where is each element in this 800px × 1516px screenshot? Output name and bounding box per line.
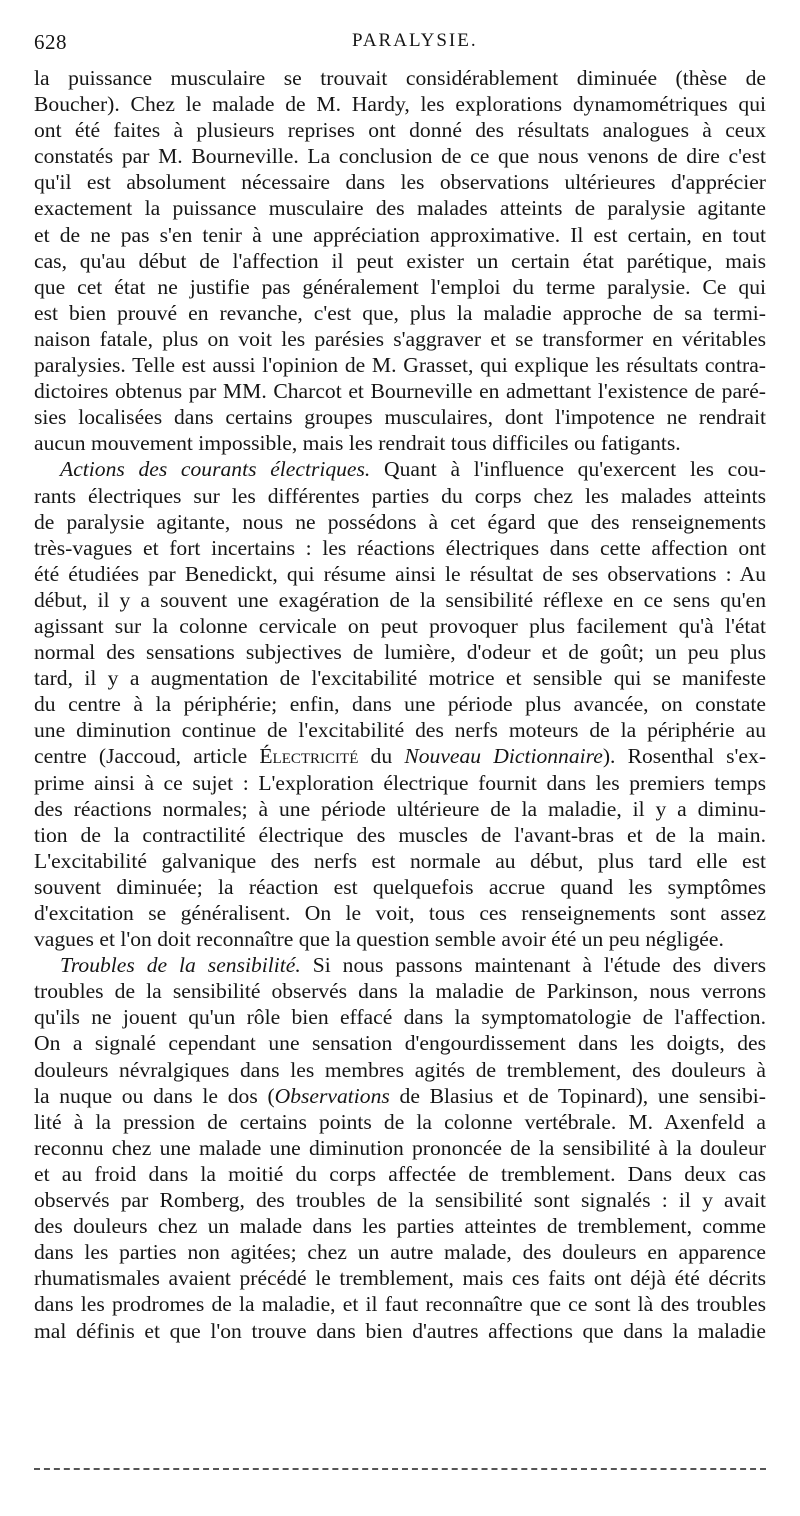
text-line: des douleurs chez un malade dans les parties atteintes de tremblement, comme [34, 1214, 766, 1239]
text-line: L'excitabilité galvanique des nerfs est normale au début, plus tard elle est [34, 848, 766, 873]
text-run: centre (Jaccoud, article [34, 744, 260, 769]
text-line [34, 743, 766, 769]
text-run: Quant à l'influence qu'exercent les cou- [384, 457, 766, 482]
text-line: rants électriques sur les différentes parties du corps chez les malades atteints [34, 483, 766, 508]
text-run: de Blasius et de Topinard), une sensibi- [389, 1083, 766, 1108]
text-line: prime ainsi à ce sujet : L'exploration électrique fournit dans les premiers temps [34, 770, 766, 795]
text-line: tard, il y a augmentation de l'excitabilité motrice et sensible qui se manifeste [34, 666, 766, 691]
text-line [34, 952, 766, 978]
text-line: que cet état ne justifie pas généralement l'emploi du terme paralysie. Ce qui [34, 274, 766, 299]
text-run: du [358, 744, 405, 769]
text-line: qu'il est absolument nécessaire dans les observations ultérieures d'apprécier [34, 170, 766, 195]
text-run: ). Rosenthal s'ex- [602, 744, 766, 769]
text-line: dans les parties non agitées; chez un autre malade, des douleurs en apparence [34, 1240, 766, 1265]
text-line: des réactions normales; à une période ultérieure de la maladie, il y a diminu- [34, 796, 766, 821]
paragraph-electric-currents [34, 456, 766, 952]
text-line [34, 1083, 766, 1109]
text-line: reconnu chez une malade une diminution prononcée de la sensibilité à la douleur [34, 1135, 766, 1160]
text-line: été étudiées par Benedickt, qui résume ainsi le résultat de ses observations : Au [34, 561, 766, 586]
text-line: qu'ils ne jouent qu'un rôle bien effacé dans la symptomatologie de l'affection. [34, 1005, 766, 1030]
text-line: est bien prouvé en revanche, c'est que, plus la maladie approche de sa termi- [34, 300, 766, 325]
text-line: vagues et l'on doit reconnaître que la question semble avoir été un peu négligée. [34, 927, 724, 952]
text-line: du centre à la périphérie; enfin, dans une période plus avancée, on constate [34, 692, 766, 717]
text-line: On a signalé cependant une sensation d'engourdissement dans les doigts, des [34, 1031, 766, 1056]
text-line: aucun mouvement impossible, mais les rendrait tous difficiles ou fatigants. [34, 431, 681, 456]
text-line: agissant sur la colonne cervicale on peut provoquer plus facilement qu'à l'état [34, 613, 766, 638]
text-run: la nuque ou dans le dos ( [34, 1083, 275, 1108]
text-line: début, il y a souvent une exagération de la sensibilité réflexe en ce sens qu'en [34, 587, 766, 612]
section-heading-electric-currents: Actions des courants électriques. [60, 457, 371, 482]
text-line: douleurs névralgiques dans les membres agités de tremblement, des douleurs à [34, 1057, 766, 1082]
text-line: mal définis et que l'on trouve dans bien d'autres affections que dans la maladie [34, 1318, 766, 1343]
footer-divider [34, 1468, 766, 1470]
article-reference: Électricité [259, 744, 359, 769]
running-title: PARALYSIE. [352, 30, 478, 51]
page-header [34, 30, 764, 60]
section-heading-sensibility: Troubles de la sensibilité. [60, 953, 301, 978]
text-line: naison fatale, plus on voit les parésies s'aggraver et se transformer en véritables [34, 326, 766, 351]
text-line: cas, qu'au début de l'affection il peut exister un certain état parétique, mais [34, 248, 766, 273]
text-line: la puissance musculaire se trouvait considérablement diminuée (thèse de [34, 66, 766, 90]
text-line: sies localisées dans certains groupes musculaires, dont l'impotence ne rendrait [34, 405, 766, 430]
page-number: 628 [34, 30, 67, 54]
text-line: une diminution continue de l'excitabilité des nerfs moteurs de la périphérie au [34, 718, 766, 743]
text-line: et au froid dans la moitié du corps affectée de tremblement. Dans deux cas [34, 1161, 766, 1186]
text-line: d'excitation se généralisent. On le voit, tous ces renseignements sont assez [34, 901, 766, 925]
text-line: exactement la puissance musculaire des malades atteints de paralysie agitante [34, 196, 766, 221]
dictionary-title: Nouveau Dictionnaire [404, 744, 603, 769]
text-run: Si nous passons maintenant à l'étude des divers [312, 953, 766, 978]
observations-reference: Observations [274, 1083, 390, 1108]
text-line: rhumatismales avaient précédé le tremblement, mais ces faits ont déjà été décrits [34, 1266, 766, 1291]
text-line: ont été faites à plusieurs reprises ont donné des résultats analogues à ceux [34, 118, 766, 143]
text-line: tion de la contractilité électrique des muscles de l'avant-bras et de la main. [34, 822, 766, 847]
text-line: dans les prodromes de la maladie, et il faut reconnaître que ce sont là des troubles [34, 1292, 766, 1317]
text-line: troubles de la sensibilité observés dans la maladie de Parkinson, nous verrons [34, 979, 766, 1004]
text-line: paralysies. Telle est aussi l'opinion de M. Grasset, qui explique les résultats contra- [34, 353, 766, 378]
text-line: lité à la pression de certains points de la colonne vertébrale. M. Axenfeld a [34, 1109, 766, 1134]
text-line [34, 456, 766, 482]
text-line: de paralysie agitante, nous ne possédons à cet égard que des renseignements [34, 509, 766, 534]
text-line: très-vagues et fort incertains : les réactions électriques dans cette affection ont [34, 535, 766, 560]
paragraph-dynamometry [34, 65, 766, 456]
text-line: et de ne pas s'en tenir à une appréciation approximative. Il est certain, en tout [34, 222, 766, 247]
text-line: normal des sensations subjectives de lumière, d'odeur et de goût; un peu plus [34, 640, 766, 665]
text-line: souvent diminuée; la réaction est quelquefois accrue quand les symptômes [34, 874, 766, 899]
paragraph-sensibility-troubles [34, 952, 766, 1343]
text-line: Boucher). Chez le malade de M. Hardy, les explorations dynamométriques qui [34, 92, 766, 117]
text-line: dictoires obtenus par MM. Charcot et Bourneville en admettant l'existence de paré- [34, 379, 766, 404]
text-line: observés par Romberg, des troubles de la sensibilité sont signalés : il y avait [34, 1188, 766, 1213]
body-text [34, 65, 766, 1344]
text-line: constatés par M. Bourneville. La conclusion de ce que nous venons de dire c'est [34, 144, 766, 169]
